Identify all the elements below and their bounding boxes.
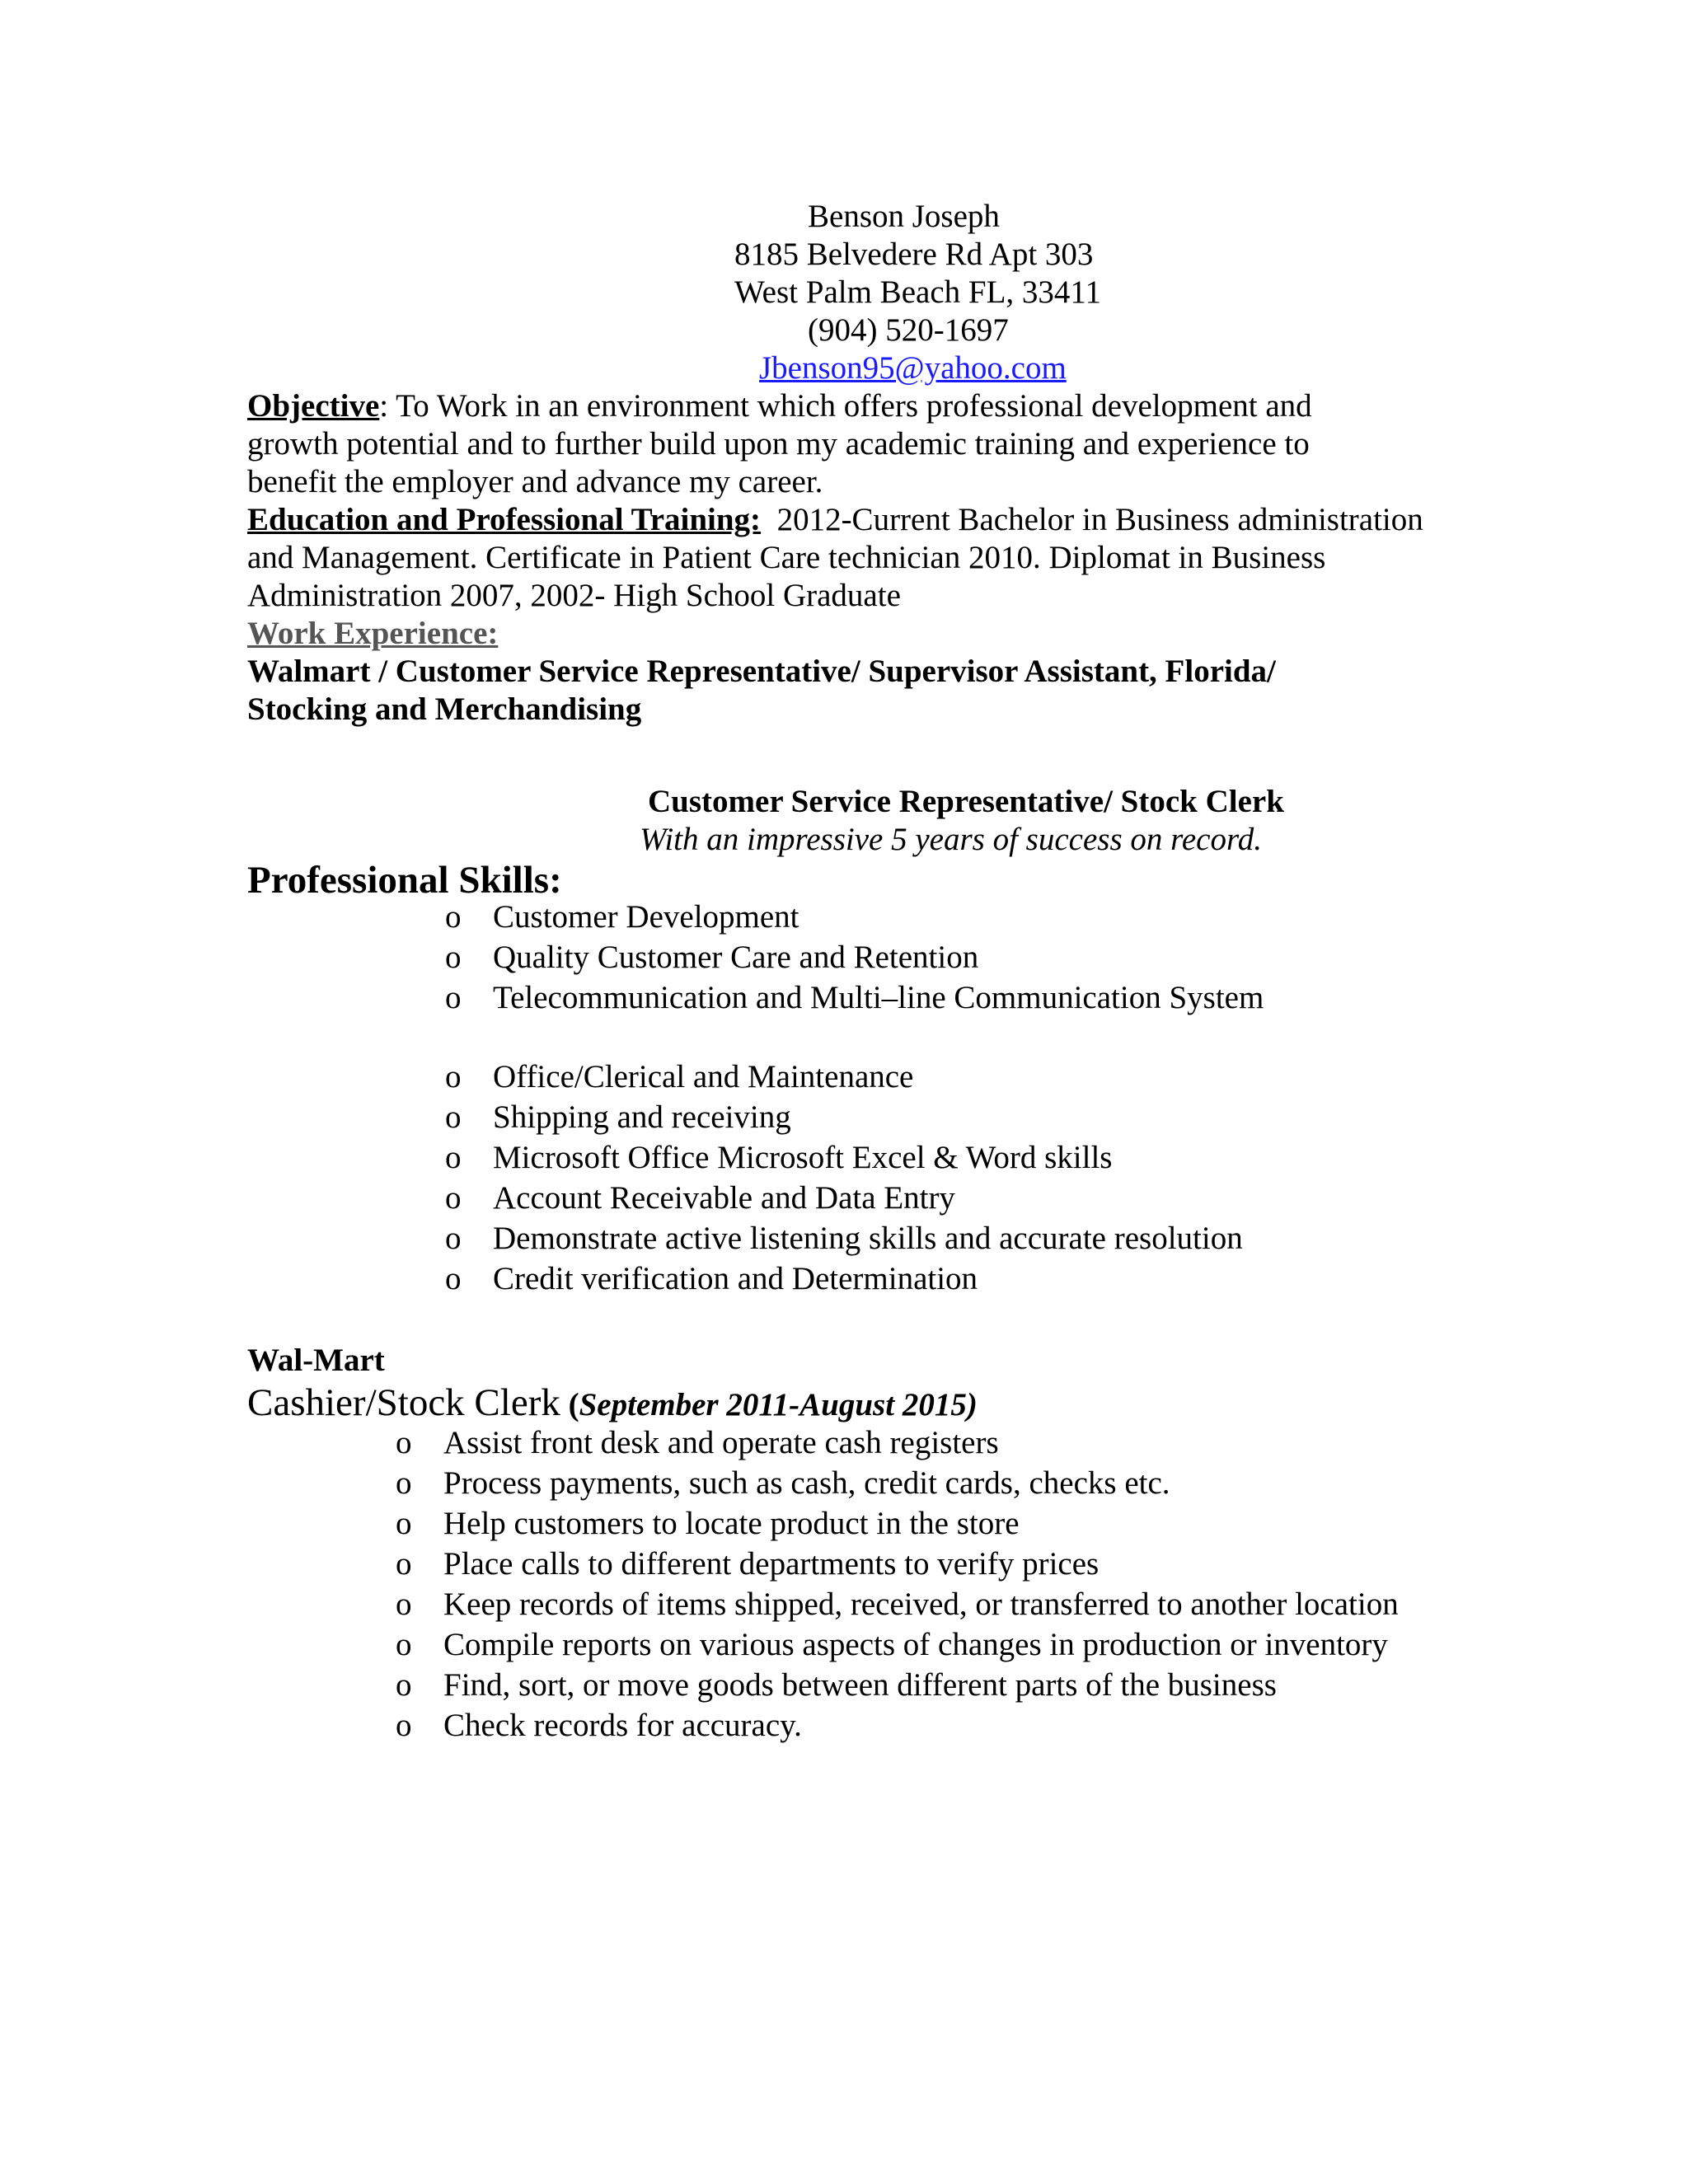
list-item-text: Process payments, such as cash, credit cards, checks etc. <box>443 1465 1170 1501</box>
list-item-text: Assist front desk and operate cash registers <box>443 1425 999 1460</box>
objective-section <box>247 387 1385 501</box>
list-item-text: Credit verification and Determination <box>493 1261 978 1296</box>
address-line-1: 8185 Belvedere Rd Apt 303 <box>734 237 1094 272</box>
list-item-text: Office/Clerical and Maintenance <box>493 1059 914 1094</box>
bullet-marker: o <box>445 1099 462 1135</box>
bullet-marker: o <box>396 1667 412 1703</box>
job-dates-open: ( <box>560 1387 579 1422</box>
bullet-marker: o <box>445 940 462 975</box>
list-item-text: Compile reports on various aspects of changes in production or inventory <box>443 1627 1388 1662</box>
job-dates: September 2011-August 2015) <box>579 1387 978 1422</box>
role-title: Customer Service Representative/ Stock Clerk <box>648 784 1284 819</box>
list-item-text: Check records for accuracy. <box>443 1708 802 1743</box>
work-summary-line-1: Walmart / Customer Service Representative/ Supervisor Assistant, Florida/ <box>247 654 1276 689</box>
bullet-marker: o <box>396 1627 412 1662</box>
role-tagline: With an impressive 5 years of success on record. <box>640 822 1262 857</box>
work-summary-line-2: Stocking and Merchandising <box>247 691 642 727</box>
objective-label: Objective <box>247 388 380 424</box>
bullet-marker: o <box>445 1059 462 1094</box>
objective-text: : To Work in an environment which offers professional development and growth potential and to further build upon my academic training and experience to benefit the employer and advance my career. <box>247 388 1312 499</box>
phone-number: (904) 520-1697 <box>808 312 1009 348</box>
job-heading <box>247 1380 978 1426</box>
list-item-text: Demonstrate active listening skills and accurate resolution <box>493 1221 1243 1256</box>
list-item-text: Keep records of items shipped, received, or transferred to another location <box>443 1586 1399 1622</box>
skills-heading: Professional Skills: <box>247 859 562 902</box>
list-item-text: Telecommunication and Multi–line Communication System <box>493 980 1264 1015</box>
address-line-2: West Palm Beach FL, 33411 <box>734 274 1101 310</box>
bullet-marker: o <box>445 980 462 1015</box>
education-text: 2012-Current Bachelor in Business administration and Management. Certificate in Patient Care technician 2010. Diplomat in Business Administration 2007, 2002- High School Graduate <box>247 502 1432 613</box>
list-item-text: Find, sort, or move goods between different parts of the business <box>443 1667 1277 1703</box>
list-item-text: Customer Development <box>493 899 799 935</box>
bullet-marker: o <box>445 1180 462 1216</box>
bullet-marker: o <box>445 899 462 935</box>
list-item-text: Shipping and receiving <box>493 1099 791 1135</box>
list-item-text: Quality Customer Care and Retention <box>493 940 979 975</box>
bullet-marker: o <box>396 1465 412 1501</box>
list-item-text: Help customers to locate product in the store <box>443 1506 1020 1541</box>
list-item-text: Account Receivable and Data Entry <box>493 1180 955 1216</box>
bullet-marker: o <box>445 1140 462 1175</box>
bullet-marker: o <box>396 1546 412 1582</box>
employer-name: Wal-Mart <box>247 1343 385 1378</box>
education-label: Education and Professional Training: <box>247 502 762 537</box>
list-item-text: Place calls to different departments to verify prices <box>443 1546 1100 1582</box>
applicant-name: Benson Joseph <box>808 199 1000 234</box>
bullet-marker: o <box>396 1506 412 1541</box>
bullet-marker: o <box>445 1221 462 1256</box>
list-item-text: Microsoft Office Microsoft Excel & Word skills <box>493 1140 1113 1175</box>
bullet-marker: o <box>396 1425 412 1460</box>
education-section <box>247 501 1434 615</box>
bullet-marker: o <box>396 1586 412 1622</box>
work-experience-label: Work Experience: <box>247 616 499 651</box>
bullet-marker: o <box>396 1708 412 1743</box>
email-link[interactable]: Jbenson95@yahoo.com <box>759 350 1067 386</box>
job-title: Cashier/Stock Clerk <box>247 1381 560 1424</box>
bullet-marker: o <box>445 1261 462 1296</box>
